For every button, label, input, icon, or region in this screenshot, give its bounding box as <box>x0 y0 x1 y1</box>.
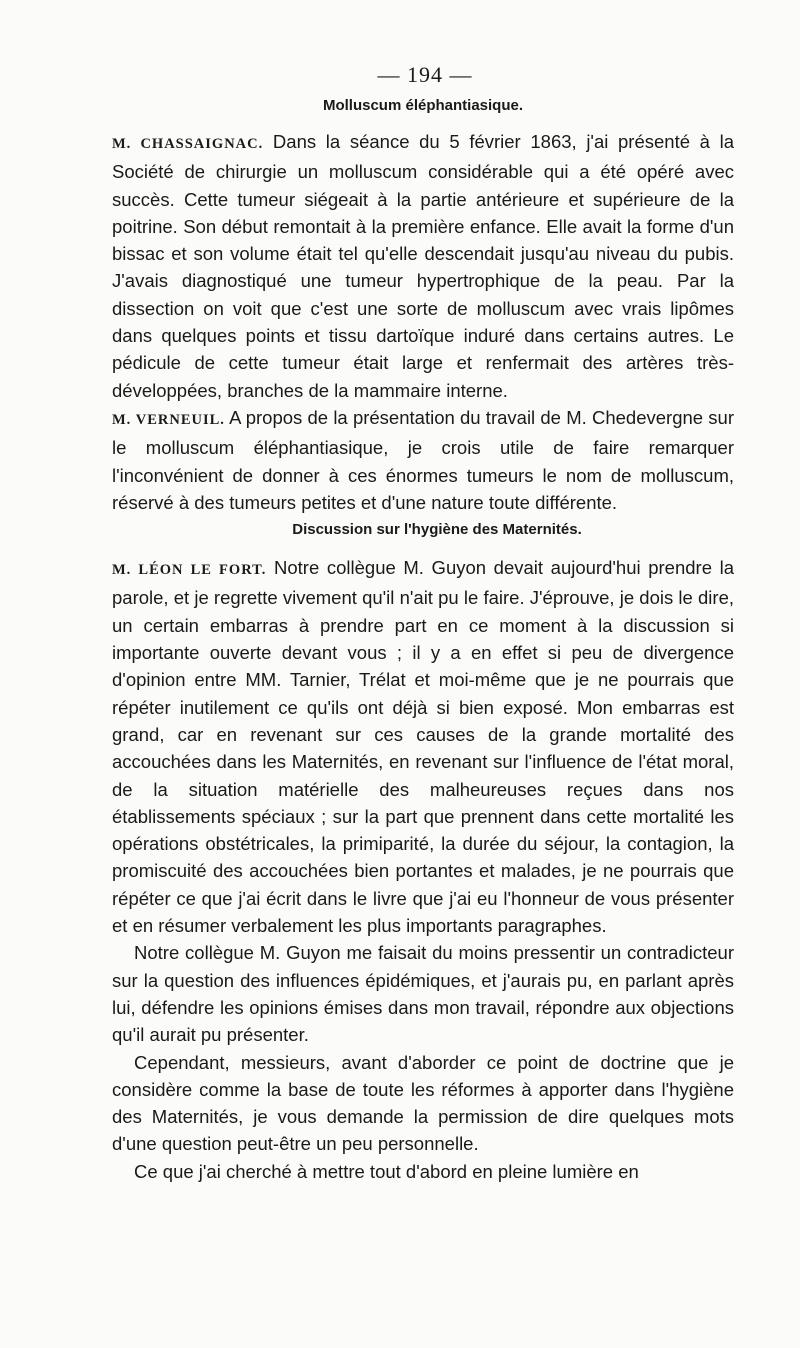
speaker-name: M. CHASSAIGNAC. <box>112 136 264 152</box>
paragraph-verneuil <box>112 404 734 516</box>
speaker-name: M. VERNEUIL. <box>112 411 225 428</box>
paragraph-cependant <box>112 1049 734 1158</box>
paragraph-le-fort <box>112 554 734 939</box>
paragraph-ce-que <box>112 1158 734 1185</box>
paragraph-text: Ce que j'ai cherché à mettre tout d'abord en pleine lumière en <box>134 1160 639 1182</box>
paragraph-text: Notre collègue M. Guyon devait aujourd'hui prendre la parole, et je regrette vivement qu'il n'ait pu le faire. J'éprouve, je dois le dire, un certain embarras à prendre part en ce moment à la discussion si importante ouverte devant vous ; il y a en effet si peu de divergence d'opinion entre MM. Tarnier, Trélat et moi-même que je ne pourrais que répéter inutilement ce qu'ils ont déjà si bien exposé. Mon embarras est grand, car en revenant sur ces causes de la grande mortalité des accouchées dans les Maternités, en revenant sur l'influence de l'état moral, de la situation matérielle des malheureuses reçues dans nos établissements spéciaux ; sur la part que prennent dans cette mortalité les opérations obstétricales, la primiparité, la durée du séjour, la contagion, la promiscuité des accouchées bien portantes et malades, je ne pourrais que répéter ce que j'ai écrit dans le livre que j'ai eu l'honneur de vous présenter et en résumer verbalement les plus importants paragraphes. <box>112 557 734 937</box>
paragraph-text: Cependant, messieurs, avant d'aborder ce point de doctrine que je considère comme la base de toute les réformes à apporter dans l'hygiène des Maternités, je vous demande la permission de dire quelques mots d'une question peut-être un peu personnelle. <box>112 1051 734 1155</box>
speaker-name: M. LÉON LE FORT. <box>112 562 267 579</box>
page-number: — 194 — <box>377 62 473 87</box>
section-title-molluscum: Molluscum éléphantiasique. <box>322 97 524 114</box>
paragraph-text: A propos de la présentation du travail de M. Chedevergne sur le molluscum éléphantiasique, je crois utile de faire remarquer l'inconvénient de donner à ces énormes tumeurs le nom de molluscum, réservé à des tumeurs petites et d'une nature toute différente. <box>112 406 734 513</box>
section-title-maternites: Discussion sur l'hygiène des Maternités. <box>292 521 582 539</box>
paragraph-text: Dans la séance du 5 février 1863, j'ai présenté à la Société de chirurgie un molluscum considérable qui a été opéré avec succès. Cette tumeur siégeait à la partie antérieure et supérieure de la poitrine. Son début remontait à la première enfance. Elle avait la forme d'un bissac et son volume était tel qu'elle descendait jusqu'au niveau du pubis. J'avais diagnostiqué une tumeur hypertrophique de la peau. Par la dissection on voit que c'est une sorte de molluscum avec vrais lipômes dans quelques points et tissu dartoïque induré dans certains autres. Le pédicule de cette tumeur était large et renfermait des artères très-développées, branches de la mammaire interne. <box>112 131 735 401</box>
text-block <box>112 94 734 1185</box>
paragraph-guyon <box>112 939 734 1048</box>
paragraph-chassaignac <box>112 128 734 404</box>
paragraph-text: Notre collègue M. Guyon me faisait du moins pressentir un contradicteur sur la question des influences épidémiques, et j'aurais pu, en parlant après lui, défendre les opinions émises dans mon travail, répondre aux objections qu'il aurait pu présenter. <box>112 942 734 1046</box>
